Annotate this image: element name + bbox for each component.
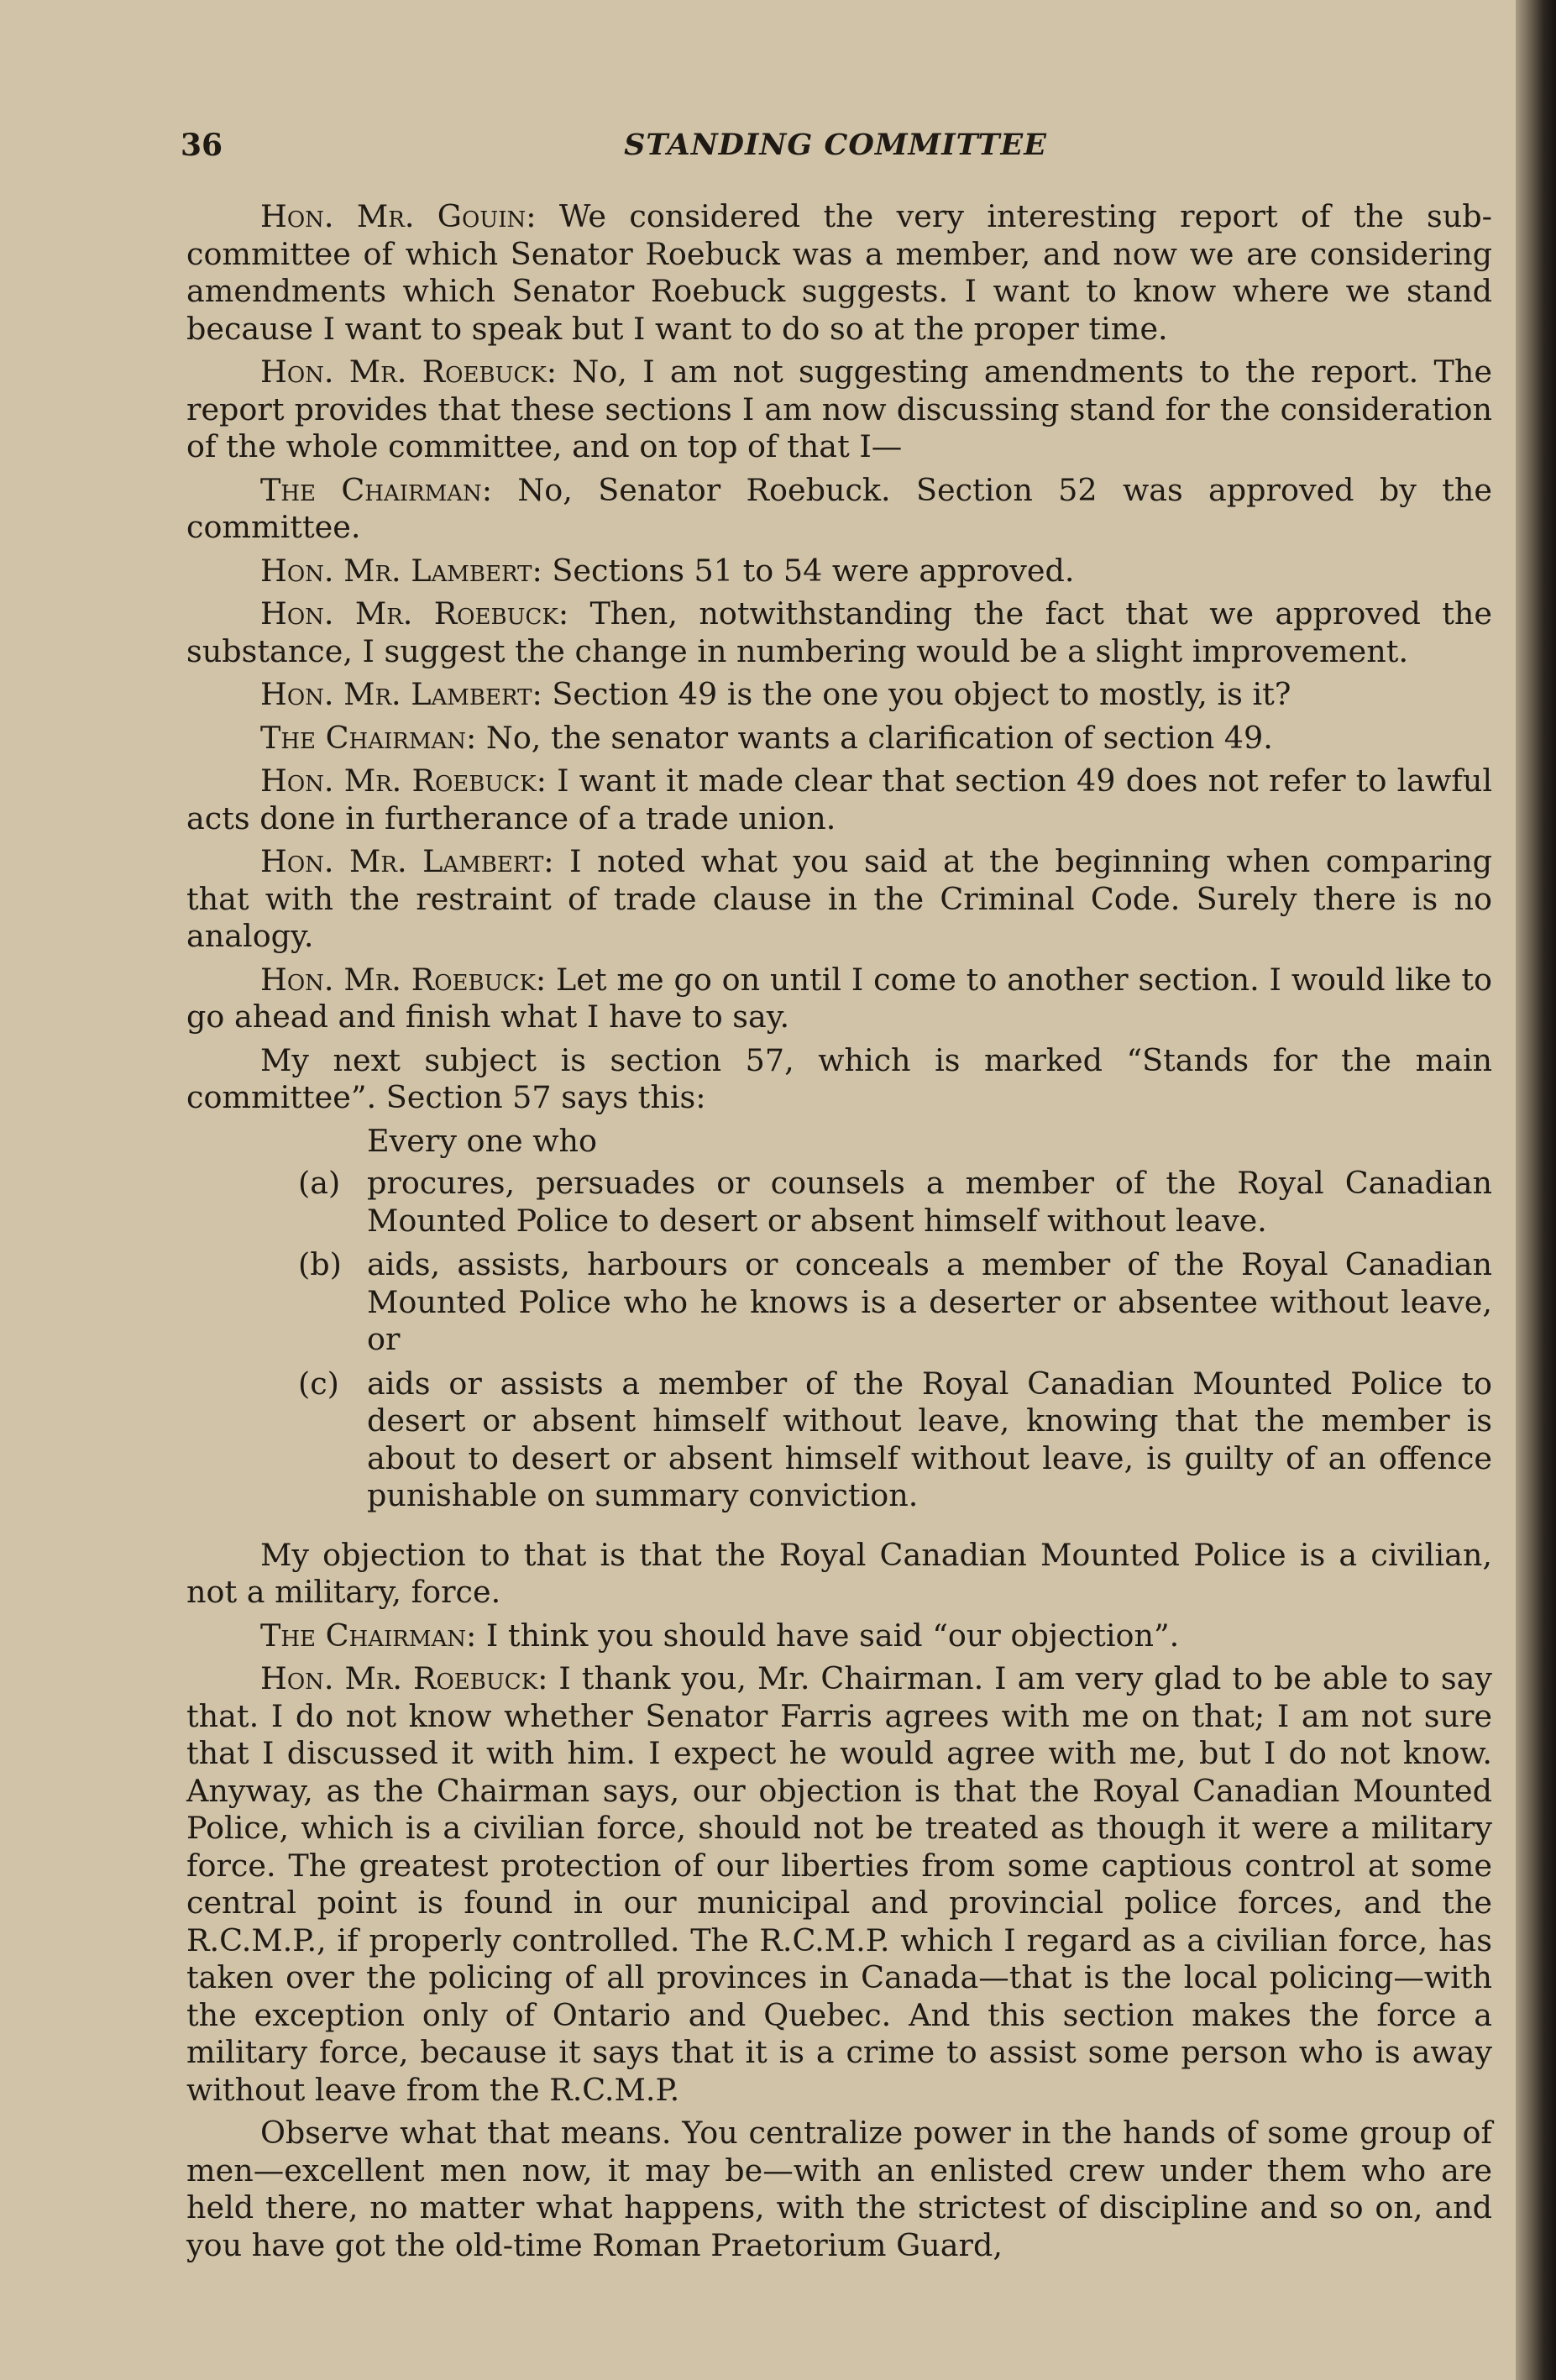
- clause-text: procures, persuades or counsels a member of the Royal Canadian Mounted Police to desert or absent himself without leave.: [367, 1165, 1492, 1239]
- running-head: STANDING COMMITTEE: [624, 128, 1047, 162]
- page-body: [186, 198, 1492, 2270]
- paragraph-text: No, the senator wants a clarification of section 49.: [476, 719, 1273, 756]
- paragraph-text: Sections 51 to 54 were approved.: [542, 552, 1075, 589]
- transcript-paragraph: [186, 843, 1492, 956]
- speaker-name: The Chairman:: [260, 471, 493, 508]
- page-header: [181, 128, 1491, 170]
- book-binding-edge: [1516, 0, 1556, 2380]
- paragraphs-before-quotation: [186, 198, 1492, 1117]
- paragraph-text: Section 49 is the one you object to mostly, is it?: [542, 676, 1291, 712]
- clause-letter: (a): [298, 1165, 341, 1201]
- transcript-paragraph: [186, 676, 1492, 714]
- quotation-intro: Every one who: [367, 1122, 597, 1159]
- paragraph-text: Let me go on until I come to another section. I would like to go ahead and finish what I have to say.: [186, 961, 1493, 1035]
- paragraph-text: We considered the very interesting report of the sub-committee of which Senator Roebuck was a member, and now we are considering amendments which Senator Roebuck suggests. I want to know where we stand because I want to speak but I want to do so at the proper time.: [186, 198, 1492, 347]
- transcript-paragraph: [186, 1617, 1492, 1655]
- speaker-name: Hon. Mr. Lambert:: [260, 676, 542, 712]
- quotation-clause: [298, 1246, 1492, 1359]
- speaker-name: The Chairman:: [260, 1617, 477, 1654]
- transcript-paragraph: [186, 1042, 1492, 1117]
- transcript-paragraph: [186, 720, 1492, 758]
- speaker-name: Hon. Mr. Roebuck:: [260, 1660, 548, 1696]
- speaker-name: Hon. Mr. Lambert:: [260, 843, 554, 879]
- speaker-name: Hon. Mr. Roebuck:: [260, 763, 547, 799]
- paragraph-text: I think you should have said “our objection”.: [476, 1617, 1180, 1654]
- transcript-paragraph: [186, 198, 1492, 348]
- paragraph-text: My next subject is section 57, which is marked “Stands for the main committee”. Section 57 says this:: [186, 1041, 1492, 1115]
- paragraph-text: Observe what that means. You centralize power in the hands of some group of men—excellent men now, it may be—with an enlisted crew under them who are held there, no matter what happens, with the strictest of discipline and so on, and you have got the old-time Roman Praetorium Guard,: [186, 2115, 1492, 2263]
- speaker-name: Hon. Mr. Roebuck:: [260, 595, 569, 632]
- speaker-name: Hon. Mr. Lambert:: [260, 552, 542, 589]
- transcript-paragraph: [186, 472, 1492, 547]
- transcript-paragraph: [186, 962, 1492, 1036]
- transcript-paragraph: [186, 553, 1492, 590]
- page-number: 36: [181, 128, 223, 163]
- paragraph-text: My objection to that is that the Royal Canadian Mounted Police is a civilian, not a military, force.: [186, 1536, 1492, 1610]
- paragraph-text: No, Senator Roebuck. Section 52 was approved by the committee.: [186, 471, 1492, 545]
- transcript-paragraph: [186, 1537, 1492, 1612]
- quotation-clause: [298, 1365, 1492, 1515]
- speaker-name: Hon. Mr. Roebuck:: [260, 354, 558, 390]
- transcript-paragraph: [186, 595, 1492, 670]
- clause-text: aids, assists, harbours or conceals a member of the Royal Canadian Mounted Police who he knows is a deserter or absentee without leave, or: [367, 1246, 1492, 1357]
- clause-letter: (b): [298, 1246, 342, 1282]
- paragraph-text: I noted what you said at the beginning when comparing that with the restraint of trade clause in the Criminal Code. Surely there is no analogy.: [186, 843, 1492, 954]
- speaker-name: Hon. Mr. Gouin:: [260, 198, 537, 234]
- transcript-paragraph: [186, 354, 1492, 466]
- paragraph-text: No, I am not suggesting amendments to the report. The report provides that these sections I am now discussing stand for the consideration of the whole committee, and on top of that I—: [186, 354, 1493, 464]
- speaker-name: The Chairman:: [260, 719, 477, 756]
- quotation-block: [186, 1123, 1492, 1515]
- transcript-paragraph: [186, 1660, 1492, 2109]
- speaker-name: Hon. Mr. Roebuck:: [260, 961, 547, 998]
- clause-letter: (c): [298, 1365, 339, 1402]
- quotation-clauses: [186, 1165, 1492, 1515]
- clause-text: aids or assists a member of the Royal Canadian Mounted Police to desert or absent himself without leave, knowing that the member is about to desert or absent himself without leave, is guilty of an offence punishable on summary conviction.: [367, 1365, 1492, 1513]
- paragraph-text: I want it made clear that section 49 does not refer to lawful acts done in furtherance of a trade union.: [186, 763, 1492, 836]
- paragraph-text: I thank you, Mr. Chairman. I am very glad to be able to say that. I do not know whether Senator Farris agrees with me on that; I am not sure that I discussed it with him. I expect he would agree with me, but I do not know. Anyway, as the Chairman says, our objection is that the Royal Canadian Mounted Police, which is a civilian force, should not be treated as though it were a military force. The greatest protection of our liberties from some captious control at some central point is found in our municipal and provincial police forces, and the R.C.M.P., if properly controlled. The R.C.M.P. which I regard as a civilian force, has taken over the policing of all provinces in Canada—that is the local policing—with the exception only of Ontario and Quebec. And this section makes the force a military force, because it says that it is a crime to assist some person who is away without leave from the R.C.M.P.: [186, 1660, 1492, 2108]
- transcript-paragraph: [186, 2115, 1492, 2264]
- transcript-paragraph: [186, 763, 1492, 837]
- paragraphs-after-quotation: [186, 1537, 1492, 2265]
- quotation-clause: [298, 1165, 1492, 1240]
- paragraph-text: Then, notwithstanding the fact that we approved the substance, I suggest the change in numbering would be a slight improvement.: [186, 595, 1492, 669]
